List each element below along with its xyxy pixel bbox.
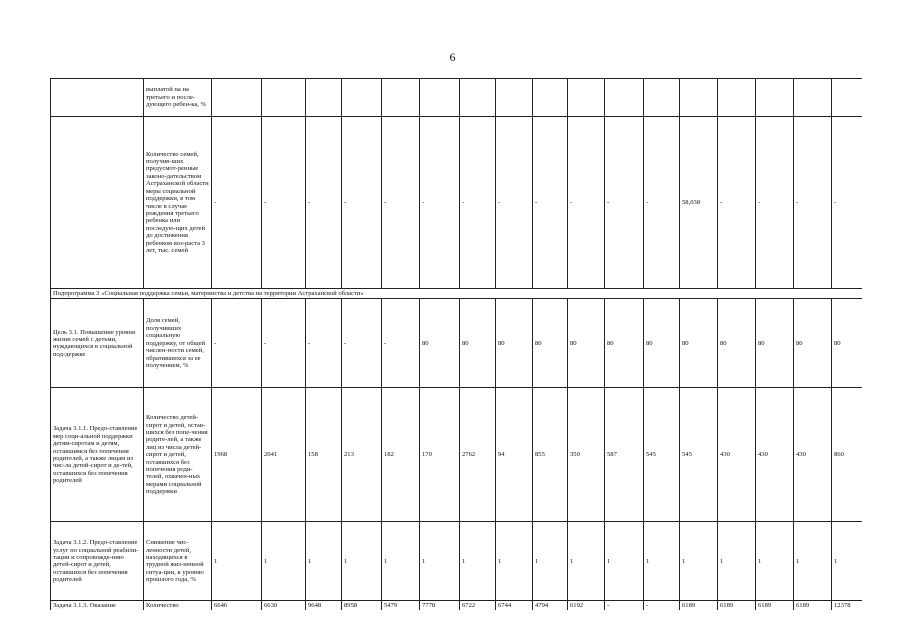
value-cell: 7778 bbox=[420, 601, 460, 610]
value-cell bbox=[718, 79, 756, 117]
value-cell: - bbox=[262, 117, 306, 289]
value-cell: - bbox=[496, 117, 533, 289]
value-cell: 545 bbox=[680, 388, 718, 522]
value-cell: 80 bbox=[718, 299, 756, 388]
value-cell: - bbox=[212, 117, 262, 289]
value-cell: - bbox=[605, 601, 644, 610]
goal-task-cell: Цель 3.1. Повышение уровня жизни семей с детьми, нуждающихся в социальной под-держке bbox=[51, 299, 144, 388]
value-cell: - bbox=[718, 117, 756, 289]
value-cell: 1 bbox=[756, 522, 794, 601]
value-cell: 12378 bbox=[832, 601, 863, 610]
indicator-cell: Количество семей, получив-ших предусмот-ренные законо-дательством Астраханской области меры социальной поддержки, в том числе в случае рождения третьего ребенка или последую-щих детей до достижения ребенком воз-раста 3 лет, тыс. семей bbox=[144, 117, 212, 289]
value-cell: 1 bbox=[568, 522, 605, 601]
value-cell: - bbox=[262, 299, 306, 388]
value-cell bbox=[342, 79, 382, 117]
value-cell: 1 bbox=[644, 522, 680, 601]
value-cell: 6189 bbox=[794, 601, 832, 610]
goal-task-cell bbox=[51, 79, 144, 117]
value-cell: 94 bbox=[496, 388, 533, 522]
value-cell: - bbox=[306, 117, 342, 289]
value-cell: 6722 bbox=[460, 601, 496, 610]
value-cell: 587 bbox=[605, 388, 644, 522]
value-cell: - bbox=[644, 601, 680, 610]
value-cell: 80 bbox=[832, 299, 863, 388]
goal-task-cell: Задача 3.1.2. Предо-ставление услуг по социальной реабили-тации и сопровожде-нию детей-сирот и детей, оставшихся без попечения родителей bbox=[51, 522, 144, 601]
indicator-cell: Снижение чис-ленности детей, находящихся в трудной жиз-ненной ситуа-ции, к уровню прошлого года, % bbox=[144, 522, 212, 601]
value-cell: 8958 bbox=[342, 601, 382, 610]
table-row bbox=[51, 522, 863, 601]
value-cell: - bbox=[420, 117, 460, 289]
value-cell bbox=[568, 79, 605, 117]
indicator-cell: Доля семей, получивших социальную поддержку, от общей числен-ности семей, обратившихся за ее получением, % bbox=[144, 299, 212, 388]
value-cell: 1 bbox=[794, 522, 832, 601]
value-cell: 1 bbox=[212, 522, 262, 601]
value-cell: 1 bbox=[680, 522, 718, 601]
value-cell: - bbox=[794, 117, 832, 289]
value-cell: 182 bbox=[382, 388, 420, 522]
value-cell: 430 bbox=[794, 388, 832, 522]
value-cell: 80 bbox=[533, 299, 568, 388]
value-cell bbox=[680, 79, 718, 117]
value-cell bbox=[306, 79, 342, 117]
value-cell: 5479 bbox=[382, 601, 420, 610]
value-cell bbox=[382, 79, 420, 117]
table-row bbox=[51, 79, 863, 117]
value-cell bbox=[420, 79, 460, 117]
value-cell bbox=[533, 79, 568, 117]
table-body bbox=[51, 79, 863, 611]
value-cell: 6189 bbox=[680, 601, 718, 610]
value-cell: 1968 bbox=[212, 388, 262, 522]
value-cell bbox=[756, 79, 794, 117]
value-cell: 6189 bbox=[756, 601, 794, 610]
value-cell: - bbox=[382, 299, 420, 388]
value-cell: 1 bbox=[262, 522, 306, 601]
goal-task-cell: Задача 3.1.1. Предо-ставление мер соци-альной поддержки детям-сиротам и детям, оставшимся без попечения родителей, а также лицам из чис-ла детей-сирот и де-тей, оставшихся без попечения родителей bbox=[51, 388, 144, 522]
value-cell: 1 bbox=[605, 522, 644, 601]
indicator-cell: выплатой на на третьего и после-дующего ребен-ка, % bbox=[144, 79, 212, 117]
value-cell: 545 bbox=[644, 388, 680, 522]
value-cell: 6189 bbox=[718, 601, 756, 610]
value-cell bbox=[262, 79, 306, 117]
value-cell: - bbox=[644, 117, 680, 289]
table-row bbox=[51, 117, 863, 289]
value-cell: - bbox=[306, 299, 342, 388]
value-cell: 58,038 bbox=[680, 117, 718, 289]
value-cell: - bbox=[756, 117, 794, 289]
value-cell: 1 bbox=[832, 522, 863, 601]
value-cell bbox=[794, 79, 832, 117]
value-cell: 80 bbox=[680, 299, 718, 388]
value-cell: 430 bbox=[718, 388, 756, 522]
value-cell: 1 bbox=[533, 522, 568, 601]
indicator-cell: Количество детей-сирот и детей, остав-шихся без попе-чения родите-лей, а также лиц из числа детей-сирот и детей, оставшихся без попечения роди-телей, охвачен-ных мерами социальной поддержки bbox=[144, 388, 212, 522]
value-cell: 80 bbox=[568, 299, 605, 388]
value-cell: - bbox=[533, 117, 568, 289]
value-cell: 1 bbox=[460, 522, 496, 601]
value-cell: 213 bbox=[342, 388, 382, 522]
value-cell: 80 bbox=[756, 299, 794, 388]
value-cell: - bbox=[460, 117, 496, 289]
value-cell: 4794 bbox=[533, 601, 568, 610]
table-row bbox=[51, 388, 863, 522]
value-cell: 6630 bbox=[262, 601, 306, 610]
value-cell: 350 bbox=[568, 388, 605, 522]
value-cell bbox=[212, 79, 262, 117]
value-cell: - bbox=[605, 117, 644, 289]
value-cell: - bbox=[382, 117, 420, 289]
value-cell bbox=[460, 79, 496, 117]
value-cell: 6744 bbox=[496, 601, 533, 610]
value-cell: 860 bbox=[832, 388, 863, 522]
value-cell: - bbox=[342, 117, 382, 289]
table-container bbox=[50, 78, 862, 610]
table-row bbox=[51, 299, 863, 388]
goal-task-cell: Задача 3.1.3. Оказание bbox=[51, 601, 144, 610]
value-cell bbox=[832, 79, 863, 117]
value-cell bbox=[496, 79, 533, 117]
value-cell: 855 bbox=[533, 388, 568, 522]
goal-task-cell bbox=[51, 117, 144, 289]
subprogram-title: Подпрограмма 3 «Социальная поддержка семьи, материнства и детства на территории Астраханской области» bbox=[51, 289, 863, 299]
table-row bbox=[51, 601, 863, 610]
value-cell: 80 bbox=[496, 299, 533, 388]
value-cell: 1 bbox=[420, 522, 460, 601]
value-cell: - bbox=[568, 117, 605, 289]
value-cell: 158 bbox=[306, 388, 342, 522]
value-cell: 6192 bbox=[568, 601, 605, 610]
subprogram-row bbox=[51, 289, 863, 299]
value-cell: 80 bbox=[420, 299, 460, 388]
value-cell: - bbox=[832, 117, 863, 289]
value-cell: 1 bbox=[496, 522, 533, 601]
indicators-table bbox=[50, 78, 862, 610]
value-cell: 80 bbox=[605, 299, 644, 388]
value-cell: 2762 bbox=[460, 388, 496, 522]
value-cell: 80 bbox=[460, 299, 496, 388]
value-cell: 80 bbox=[644, 299, 680, 388]
value-cell: - bbox=[342, 299, 382, 388]
value-cell: 170 bbox=[420, 388, 460, 522]
value-cell bbox=[605, 79, 644, 117]
value-cell: 1 bbox=[342, 522, 382, 601]
value-cell: 80 bbox=[794, 299, 832, 388]
value-cell: - bbox=[212, 299, 262, 388]
value-cell: 9648 bbox=[306, 601, 342, 610]
indicator-cell: Количество bbox=[144, 601, 212, 610]
value-cell: 1 bbox=[306, 522, 342, 601]
value-cell: 430 bbox=[756, 388, 794, 522]
value-cell: 6646 bbox=[212, 601, 262, 610]
value-cell: 1 bbox=[718, 522, 756, 601]
value-cell bbox=[644, 79, 680, 117]
page-number: 6 bbox=[449, 50, 456, 64]
value-cell: 1 bbox=[382, 522, 420, 601]
value-cell: 2041 bbox=[262, 388, 306, 522]
